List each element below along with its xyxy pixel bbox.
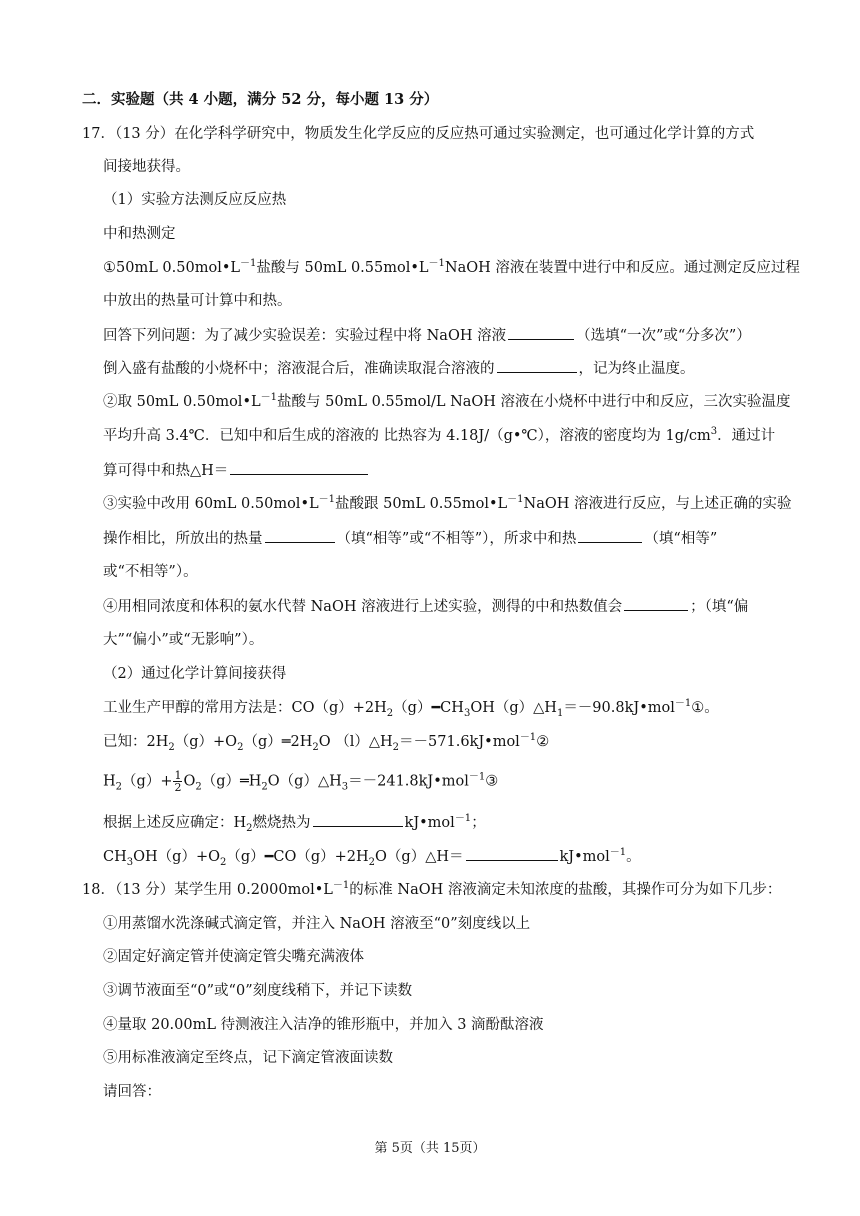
q17-line-2: 间接地获得。 [103, 159, 190, 175]
q17-line-9: ②取 50mL $0.50mol•L^{-1}$盐酸与 50mL 0.55mol/L NaOH 溶液在小烧杯中进行中和反应，三次实验温度 [103, 392, 791, 410]
q17-subheading: 中和热测定 [103, 226, 176, 242]
answer-blank[interactable] [466, 846, 558, 861]
q17-line-11: 算可得中和热△H＝ [103, 460, 370, 481]
q18-step-3: ③调节液面至“0”或“0”刻度线稍下，并记下读数 [103, 983, 413, 999]
q17-line-15: ④用相同浓度和体积的氨水代替 NaOH 溶液进行上述实验，测得的中和热数值会 ；（填“偏 [103, 596, 748, 617]
q17-equation-2: 已知：$2H_2(g)+O_2(g)═2H_2O$ $(l)\triangle H_2=-571.6kJ•mol^{-1}②$ [103, 732, 550, 753]
fraction-one-half: $\frac{1}{2}$ [174, 769, 182, 794]
q17-equation-3: $H_2(g)+$ $\frac{1}{2}$ $O_2(g)═H_2O(g)\triangle H_3=-241.8kJ•mol^{-1}③$ [103, 769, 499, 794]
section-title: 二．实验题（共 4 小题，满分 52 分，每小题 13 分） [82, 91, 439, 108]
q18-line-1: 18．（13 分）某学生用 $0.2000mol•L^{-1}$的标准 NaOH 溶液滴定未知浓度的盐酸，其操作可分为如下几步： [82, 880, 782, 898]
q17-line-21: 根据上述反应确定：$H_2$燃烧热为 kJ•mol$^{-1}$； [103, 813, 486, 834]
q17-equation-1: 工业生产甲醇的常用方法是：$CO(g)+2H_2(g)━CH_3OH(g)\triangle H_1=-90.8kJ•mol^{-1}①$。 [103, 698, 719, 719]
page-footer: 第 5页（共 15页） [374, 1141, 486, 1156]
q17-line-7: 回答下列问题：为了减少实验误差：实验过程中将 NaOH 溶液 （选填“一次”或“分多次”） [103, 325, 751, 346]
answer-blank[interactable] [265, 528, 335, 543]
answer-blank[interactable] [624, 596, 688, 611]
q18-step-4: ④量取 20.00mL 待测液注入洁净的锥形瓶中，并加入 3 滴酚酞溶液 [103, 1017, 544, 1033]
q17-line-13: 操作相比，所放出的热量 （填“相等”或“不相等”），所求中和热 （填“相等” [103, 528, 717, 549]
q17-line-22: $CH_3OH(g)+O_2(g)━CO(g)+2H_2O(g)\triangle H=$ kJ•mol$^{-1}$。 [103, 847, 641, 868]
q18-step-1: ①用蒸馏水洗涤碱式滴定管，并注入 NaOH 溶液至“0”刻度线以上 [103, 916, 531, 932]
answer-blank[interactable] [230, 460, 368, 475]
q17-line-16: 大”“偏小”或“无影响”）。 [103, 632, 264, 648]
answer-blank[interactable] [578, 528, 642, 543]
q17-line-12: ③实验中改用 60mL $0.50mol•L^{-1}$盐酸跟 50mL $0.55mol•L^{-1}NaOH$ 溶液进行反应，与上述正确的实验 [103, 494, 792, 512]
q18-step-5: ⑤用标准液滴定至终点，记下滴定管液面读数 [103, 1050, 393, 1066]
q17-line-6: 中放出的热量可计算中和热。 [103, 293, 292, 309]
q17-line-14: 或“不相等”）。 [103, 564, 198, 580]
q18-step-2: ②固定好滴定管并使滴定管尖嘴充满液体 [103, 949, 364, 965]
q17-line-1: 17．（13 分）在化学科学研究中，物质发生化学反应的反应热可通过实验测定，也可通过化学计算的方式 [82, 126, 755, 142]
q17-line-10: 平均升高 3.4℃．已知中和后生成的溶液的 比热容为 4.18J/（g•℃），溶液的密度均为 $1g/cm^3$．通过计 [103, 426, 776, 444]
answer-blank[interactable] [497, 358, 577, 373]
q17-part1-heading: （1）实验方法测反应反应热 [103, 192, 287, 208]
q17-line-8: 倒入盛有盐酸的小烧杯中；溶液混合后，准确读取混合溶液的 ，记为终止温度。 [103, 358, 695, 379]
q18-prompt: 请回答： [103, 1084, 161, 1100]
answer-blank[interactable] [313, 812, 403, 827]
q17-line-5: ①50mL $0.50mol•L^{-1}$盐酸与 50mL $0.55mol•L^{-1}NaOH$ 溶液在装置中进行中和反应。通过测定反应过程 [103, 258, 800, 276]
q17-part2-heading: （2）通过化学计算间接获得 [103, 666, 287, 682]
answer-blank[interactable] [508, 325, 574, 340]
